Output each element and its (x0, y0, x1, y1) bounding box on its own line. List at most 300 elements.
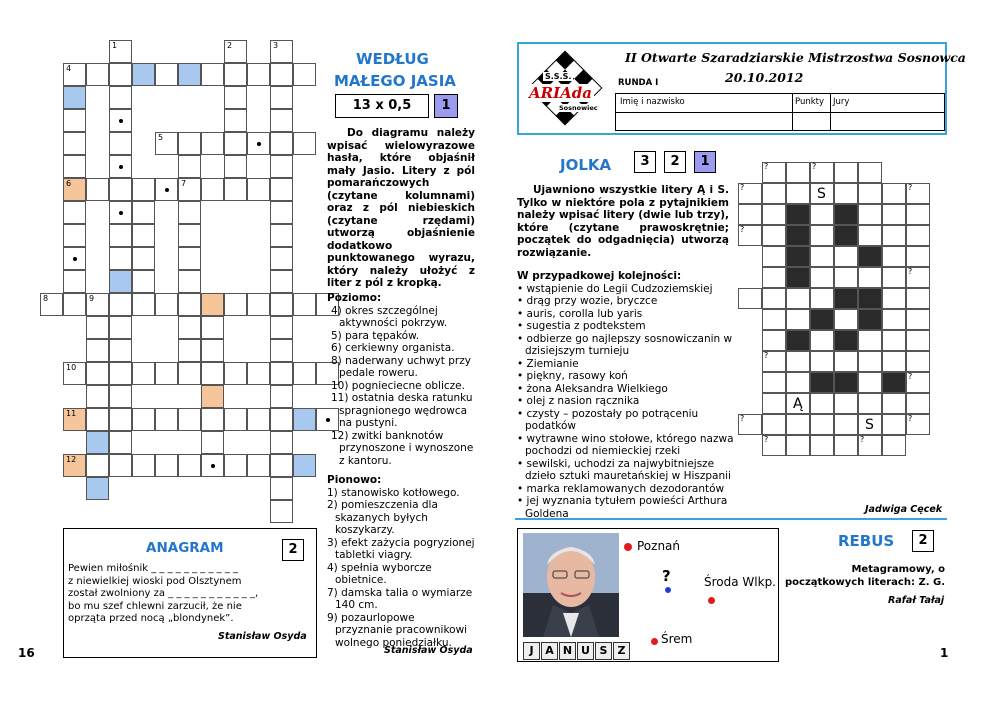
crossword-cell[interactable] (132, 201, 155, 224)
jolka-cell[interactable] (858, 162, 882, 183)
puzzle-title-line1: WEDŁUG (356, 50, 429, 68)
crossword-cell[interactable] (224, 408, 247, 431)
jolka-cell[interactable] (882, 204, 906, 225)
jolka-black-cell (786, 225, 810, 246)
crossword-cell[interactable] (109, 247, 132, 270)
poznan-dot (624, 543, 632, 551)
crossword-cell[interactable] (224, 362, 247, 385)
crossword-cell[interactable] (178, 63, 201, 86)
jolka-cell[interactable] (786, 183, 810, 204)
jolka-cell[interactable] (906, 393, 930, 414)
crossword-cell[interactable] (270, 500, 293, 523)
jolka-cell[interactable] (762, 309, 786, 330)
crossword-cell[interactable] (224, 86, 247, 109)
jolka-cell[interactable] (858, 351, 882, 372)
crossword-cell[interactable] (109, 178, 132, 201)
crossword-cell[interactable] (109, 40, 132, 63)
crossword-cell[interactable] (63, 408, 86, 431)
jolka-cell[interactable] (834, 414, 858, 435)
jolka-item-13: • jej wyznania tytułem powieści Arthura Goldena (517, 495, 728, 520)
crossword-cell[interactable] (247, 454, 270, 477)
city-poznan: Poznań (637, 539, 681, 553)
crossword-cell[interactable] (132, 224, 155, 247)
crossword-cell[interactable] (293, 293, 316, 316)
jolka-black-cell (834, 330, 858, 351)
puzzle-title-line2: MAŁEGO JASIA (334, 72, 456, 90)
crossword-cell[interactable] (270, 109, 293, 132)
crossword-cell[interactable] (86, 63, 109, 86)
clue-number: 5 (158, 133, 164, 142)
crossword-cell[interactable] (109, 408, 132, 431)
crossword-cell[interactable] (270, 201, 293, 224)
crossword-cell[interactable] (109, 316, 132, 339)
jolka-black-cell (834, 288, 858, 309)
crossword-cell[interactable] (270, 247, 293, 270)
name-letter-2: N (559, 642, 576, 660)
question-marker: ? (740, 183, 745, 192)
letter-dot (73, 257, 77, 261)
jolka-cell[interactable] (762, 246, 786, 267)
crossword-cell[interactable] (178, 132, 201, 155)
question-marker: ? (908, 267, 913, 276)
crossword-cell[interactable] (224, 132, 247, 155)
jolka-cell[interactable] (906, 372, 930, 393)
jolka-cell[interactable] (810, 225, 834, 246)
down-list (327, 487, 475, 650)
crossword-cell[interactable] (270, 86, 293, 109)
jolka-cell[interactable] (882, 330, 906, 351)
across-clue-0: 4) okres szczególnej aktywności pokrzyw. (331, 304, 448, 329)
jolka-black-cell (834, 204, 858, 225)
jolka-cell[interactable] (882, 414, 906, 435)
crossword-cell[interactable] (224, 293, 247, 316)
crossword-cell[interactable] (155, 178, 178, 201)
crossword-cell[interactable] (224, 454, 247, 477)
crossword-cell[interactable] (63, 201, 86, 224)
jolka-cell[interactable] (810, 162, 834, 183)
clue-number: 4 (66, 64, 72, 73)
crossword-cell[interactable] (86, 454, 109, 477)
across-heading: Poziomo: (327, 292, 382, 304)
rebus-clue: Metagramowy, o początkowych literach: Z. G. (784, 564, 945, 588)
jolka-cell[interactable] (906, 225, 930, 246)
anagram-line-1: z niewielkiej wioski pod Olsztynem (68, 575, 242, 587)
col-name: Imię i nazwisko (620, 97, 685, 107)
jolka-cell[interactable] (810, 288, 834, 309)
jolka-black-cell (858, 288, 882, 309)
crossword-cell[interactable] (247, 293, 270, 316)
crossword-cell[interactable] (86, 477, 109, 500)
crossword-cell[interactable] (109, 86, 132, 109)
srem-dot (651, 638, 658, 645)
jolka-cell[interactable] (786, 162, 810, 183)
crossword-cell[interactable] (109, 155, 132, 178)
logo-main-text: ARIAda (529, 84, 592, 102)
crossword-cell[interactable] (270, 454, 293, 477)
crossword-cell[interactable] (86, 431, 109, 454)
crossword-cell[interactable] (201, 63, 224, 86)
jolka-item-3: • sugestia z podtekstem (517, 320, 646, 332)
jolka-cell[interactable] (762, 351, 786, 372)
down-clue-4: 7) damska talia o wymiarze 140 cm. (327, 586, 473, 611)
crossword-cell[interactable] (178, 224, 201, 247)
jolka-cell[interactable] (810, 204, 834, 225)
crossword-cell[interactable] (109, 132, 132, 155)
jolka-list-heading: W przypadkowej kolejności: (517, 270, 682, 282)
jolka-cell[interactable] (762, 414, 786, 435)
crossword-cell[interactable] (247, 178, 270, 201)
jolka-cell[interactable] (786, 435, 810, 456)
jolka-cell[interactable] (786, 309, 810, 330)
crossword-cell[interactable] (270, 477, 293, 500)
crossword-cell[interactable] (86, 178, 109, 201)
crossword-cell[interactable] (63, 86, 86, 109)
crossword-cell[interactable] (201, 431, 224, 454)
jolka-cell[interactable] (762, 225, 786, 246)
crossword-cell[interactable] (132, 178, 155, 201)
crossword-cell[interactable] (270, 362, 293, 385)
anagram-line-4: oprząta przed nocą „blondynek”. (68, 613, 234, 624)
crossword-cell[interactable] (270, 408, 293, 431)
crossword-cell[interactable] (201, 316, 224, 339)
jolka-cell[interactable] (834, 267, 858, 288)
jolka-cell[interactable] (858, 393, 882, 414)
across-clue-6: 12) zwitki banknotów przynoszone i wynoszone z kantoru. (331, 429, 474, 467)
jolka-cell[interactable] (906, 183, 930, 204)
jolka-cell[interactable] (786, 393, 810, 414)
clue-number: 7 (181, 179, 187, 188)
jolka-cell[interactable] (882, 267, 906, 288)
across-list (327, 305, 475, 468)
anagram-box (63, 528, 317, 658)
jolka-cell[interactable] (906, 267, 930, 288)
jolka-author: Jadwiga Cęcek (865, 504, 943, 515)
crossword-cell[interactable] (155, 454, 178, 477)
crossword-cell[interactable] (86, 339, 109, 362)
jolka-cell[interactable] (858, 372, 882, 393)
crossword-cell[interactable] (109, 293, 132, 316)
crossword-cell[interactable] (270, 431, 293, 454)
name-letter-4: S (595, 642, 612, 660)
jolka-cell[interactable] (906, 414, 930, 435)
jolka-cell[interactable] (738, 183, 762, 204)
jolka-cell[interactable] (906, 288, 930, 309)
clues-down (327, 474, 475, 649)
crossword-cell[interactable] (201, 132, 224, 155)
jolka-cell[interactable] (882, 309, 906, 330)
question-marker: ? (764, 351, 769, 360)
crossword-cell[interactable] (109, 454, 132, 477)
jolka-cell[interactable] (810, 246, 834, 267)
crossword-cell[interactable] (40, 293, 63, 316)
crossword-cell[interactable] (270, 339, 293, 362)
jolka-cell[interactable] (858, 435, 882, 456)
crossword-cell[interactable] (224, 109, 247, 132)
jolka-cell[interactable] (882, 288, 906, 309)
across-clue-1: 5) para tępaków. (331, 329, 420, 342)
letter-dot (165, 188, 169, 192)
crossword-cell[interactable] (132, 362, 155, 385)
clue-number: 6 (66, 179, 72, 188)
jolka-score-2: 2 (664, 151, 686, 173)
revealed-letter: S (865, 417, 874, 433)
jolka-cell[interactable] (810, 267, 834, 288)
crossword-cell[interactable] (155, 132, 178, 155)
crossword-cell[interactable] (201, 339, 224, 362)
ariada-logo (521, 46, 609, 131)
crossword-cell[interactable] (63, 132, 86, 155)
contest-header (517, 42, 966, 135)
crossword-cell[interactable] (63, 109, 86, 132)
clue-number: 8 (43, 294, 49, 303)
crossword-cell[interactable] (270, 40, 293, 63)
jolka-cell[interactable] (810, 330, 834, 351)
question-marker: ? (908, 183, 913, 192)
jolka-cell[interactable] (858, 183, 882, 204)
jolka-cell[interactable] (762, 372, 786, 393)
clues-across (327, 292, 475, 467)
jolka-cell[interactable] (834, 183, 858, 204)
jolka-item-1: • drąg przy wozie, bryczce (517, 295, 658, 307)
crossword-cell[interactable] (132, 454, 155, 477)
crossword-cell[interactable] (178, 155, 201, 178)
jolka-cell[interactable] (858, 267, 882, 288)
jolka-item-10: • wytrawne wino stołowe, którego nazwa pochodzi od niemieckiej rzeki (517, 432, 734, 457)
crossword-cell[interactable] (178, 178, 201, 201)
crossword-cell[interactable] (201, 362, 224, 385)
divider (515, 518, 947, 520)
crossword-cell[interactable] (109, 270, 132, 293)
jolka-cell[interactable] (906, 330, 930, 351)
crossword-cell[interactable] (63, 362, 86, 385)
crossword-cell[interactable] (224, 63, 247, 86)
sroda-dot (708, 597, 715, 604)
crossword-cell[interactable] (270, 178, 293, 201)
crossword-cell[interactable] (63, 178, 86, 201)
name-letter-row (523, 639, 631, 660)
crossword-cell[interactable] (86, 316, 109, 339)
jolka-cell[interactable] (834, 246, 858, 267)
jolka-cell[interactable] (882, 183, 906, 204)
jolka-cell[interactable] (834, 162, 858, 183)
crossword-cell[interactable] (270, 63, 293, 86)
crossword-cell[interactable] (270, 132, 293, 155)
question-marker: ? (764, 162, 769, 171)
crossword-cell[interactable] (270, 155, 293, 178)
jolka-black-cell (882, 372, 906, 393)
crossword-cell[interactable] (247, 132, 270, 155)
jolka-item-11: • sewilski, uchodzi za najwybitniejsze dzieło sztuki mauretańskiej w Hiszpanii (517, 457, 731, 482)
crossword-cell[interactable] (293, 408, 316, 431)
jolka-cell[interactable] (858, 414, 882, 435)
jolka-cell[interactable] (906, 204, 930, 225)
jolka-cell[interactable] (858, 225, 882, 246)
crossword-cell[interactable] (224, 178, 247, 201)
crossword-cell[interactable] (247, 362, 270, 385)
puzzle-author: Stanisław Osyda (384, 645, 473, 656)
jolka-score-1: 1 (694, 151, 716, 173)
clue-number: 3 (273, 41, 279, 50)
crossword-cell[interactable] (109, 63, 132, 86)
letter-dot (119, 119, 123, 123)
crossword-cell[interactable] (109, 109, 132, 132)
crossword-cell[interactable] (270, 316, 293, 339)
jolka-cell[interactable] (882, 393, 906, 414)
rebus-title: REBUS (838, 532, 895, 550)
crossword-cell[interactable] (63, 63, 86, 86)
crossword-cell[interactable] (86, 362, 109, 385)
rebus-badge: 2 (912, 530, 934, 552)
jolka-black-cell (834, 225, 858, 246)
jolka-cell[interactable] (786, 414, 810, 435)
crossword-cell[interactable] (132, 270, 155, 293)
across-clue-2: 6) cerkiewny organista. (331, 342, 455, 354)
jolka-black-cell (786, 330, 810, 351)
jolka-cell[interactable] (810, 183, 834, 204)
crossword-cell[interactable] (109, 201, 132, 224)
jolka-black-cell (810, 309, 834, 330)
crossword-cell[interactable] (270, 293, 293, 316)
crossword-cell[interactable] (109, 224, 132, 247)
question-marker: ? (740, 225, 745, 234)
jolka-cell[interactable] (738, 204, 762, 225)
crossword-cell[interactable] (293, 454, 316, 477)
page-number-left: 16 (18, 646, 35, 660)
contest-date: 20.10.2012 (725, 70, 804, 85)
jolka-cell[interactable] (786, 372, 810, 393)
jolka-cell[interactable] (858, 204, 882, 225)
name-letter-3: U (577, 642, 594, 660)
crossword-cell[interactable] (155, 293, 178, 316)
crossword-cell[interactable] (109, 431, 132, 454)
jolka-cell[interactable] (786, 288, 810, 309)
jolka-cell[interactable] (786, 351, 810, 372)
score-badge: 1 (434, 94, 458, 118)
jolka-cell[interactable] (906, 309, 930, 330)
jolka-cell[interactable] (858, 330, 882, 351)
letter-dot (211, 464, 215, 468)
question-marker: ? (908, 372, 913, 381)
jolka-cell[interactable] (738, 225, 762, 246)
jolka-score-3: 3 (634, 151, 656, 173)
crossword-cell[interactable] (178, 293, 201, 316)
jolka-item-12: • marka reklamowanych dezodorantów (517, 482, 725, 495)
crossword-cell[interactable] (155, 408, 178, 431)
crossword-cell[interactable] (109, 339, 132, 362)
jolka-cell[interactable] (882, 225, 906, 246)
jolka-cell[interactable] (810, 435, 834, 456)
jolka-cell[interactable] (762, 267, 786, 288)
crossword-cell[interactable] (201, 293, 224, 316)
crossword-cell[interactable] (178, 316, 201, 339)
crossword-cell[interactable] (132, 408, 155, 431)
crossword-cell[interactable] (86, 293, 109, 316)
jolka-cell[interactable] (882, 351, 906, 372)
crossword-cell[interactable] (247, 63, 270, 86)
jolka-title: JOLKA (560, 156, 612, 174)
crossword-cell[interactable] (201, 385, 224, 408)
jolka-cell[interactable] (834, 351, 858, 372)
crossword-cell[interactable] (270, 224, 293, 247)
name-table (615, 93, 945, 131)
crossword-cell[interactable] (293, 63, 316, 86)
crossword-cell[interactable] (155, 362, 178, 385)
jolka-item-5: • Ziemianie (517, 357, 579, 370)
crossword-cell[interactable] (86, 385, 109, 408)
jolka-item-8: • olej z nasion rącznika (517, 395, 640, 407)
crossword-cell[interactable] (63, 224, 86, 247)
jolka-cell[interactable] (762, 204, 786, 225)
jolka-cell[interactable] (762, 435, 786, 456)
crossword-cell[interactable] (132, 293, 155, 316)
crossword-cell[interactable] (178, 270, 201, 293)
jolka-black-cell (786, 267, 810, 288)
jolka-cell[interactable] (762, 393, 786, 414)
jolka-cell[interactable] (882, 435, 906, 456)
crossword-cell[interactable] (201, 178, 224, 201)
crossword-cell[interactable] (178, 339, 201, 362)
crossword-cell[interactable] (86, 408, 109, 431)
crossword-cell[interactable] (63, 270, 86, 293)
crossword-cell[interactable] (178, 362, 201, 385)
crossword-cell[interactable] (63, 454, 86, 477)
crossword-cell[interactable] (132, 63, 155, 86)
jolka-cell[interactable] (906, 246, 930, 267)
letter-dot (257, 142, 261, 146)
crossword-cell[interactable] (201, 454, 224, 477)
anagram-badge: 2 (282, 539, 304, 561)
question-marker: ? (860, 435, 865, 444)
crossword-cell[interactable] (178, 454, 201, 477)
jolka-cell[interactable] (762, 183, 786, 204)
crossword-cell[interactable] (293, 362, 316, 385)
crossword-cell[interactable] (63, 155, 86, 178)
jolka-cell[interactable] (762, 162, 786, 183)
crossword-cell[interactable] (178, 201, 201, 224)
jolka-cell[interactable] (882, 246, 906, 267)
anagram-title: ANAGRAM (146, 540, 224, 556)
jolka-cell[interactable] (738, 288, 762, 309)
jolka-black-cell (858, 309, 882, 330)
crossword-cell[interactable] (270, 385, 293, 408)
crossword-cell[interactable] (270, 270, 293, 293)
crossword-cell[interactable] (224, 40, 247, 63)
crossword-cell[interactable] (109, 385, 132, 408)
jolka-cell[interactable] (810, 414, 834, 435)
jolka-cell[interactable] (834, 393, 858, 414)
jolka-cell[interactable] (810, 393, 834, 414)
crossword-cell[interactable] (293, 132, 316, 155)
jolka-cell[interactable] (762, 330, 786, 351)
crossword-cell[interactable] (63, 293, 86, 316)
jolka-cell[interactable] (810, 351, 834, 372)
crossword-cell[interactable] (224, 155, 247, 178)
crossword-cell[interactable] (155, 63, 178, 86)
crossword-cell[interactable] (178, 408, 201, 431)
jolka-item-7: • żona Aleksandra Wielkiego (517, 382, 668, 395)
crossword-cell[interactable] (63, 247, 86, 270)
jolka-cell[interactable] (738, 414, 762, 435)
jolka-cell[interactable] (762, 288, 786, 309)
jolka-cell[interactable] (834, 435, 858, 456)
jolka-cell[interactable] (906, 351, 930, 372)
crossword-cell[interactable] (178, 247, 201, 270)
crossword-cell[interactable] (132, 247, 155, 270)
crossword-cell[interactable] (201, 408, 224, 431)
crossword-cell[interactable] (247, 408, 270, 431)
jolka-cell[interactable] (834, 309, 858, 330)
crossword-cell[interactable] (109, 362, 132, 385)
